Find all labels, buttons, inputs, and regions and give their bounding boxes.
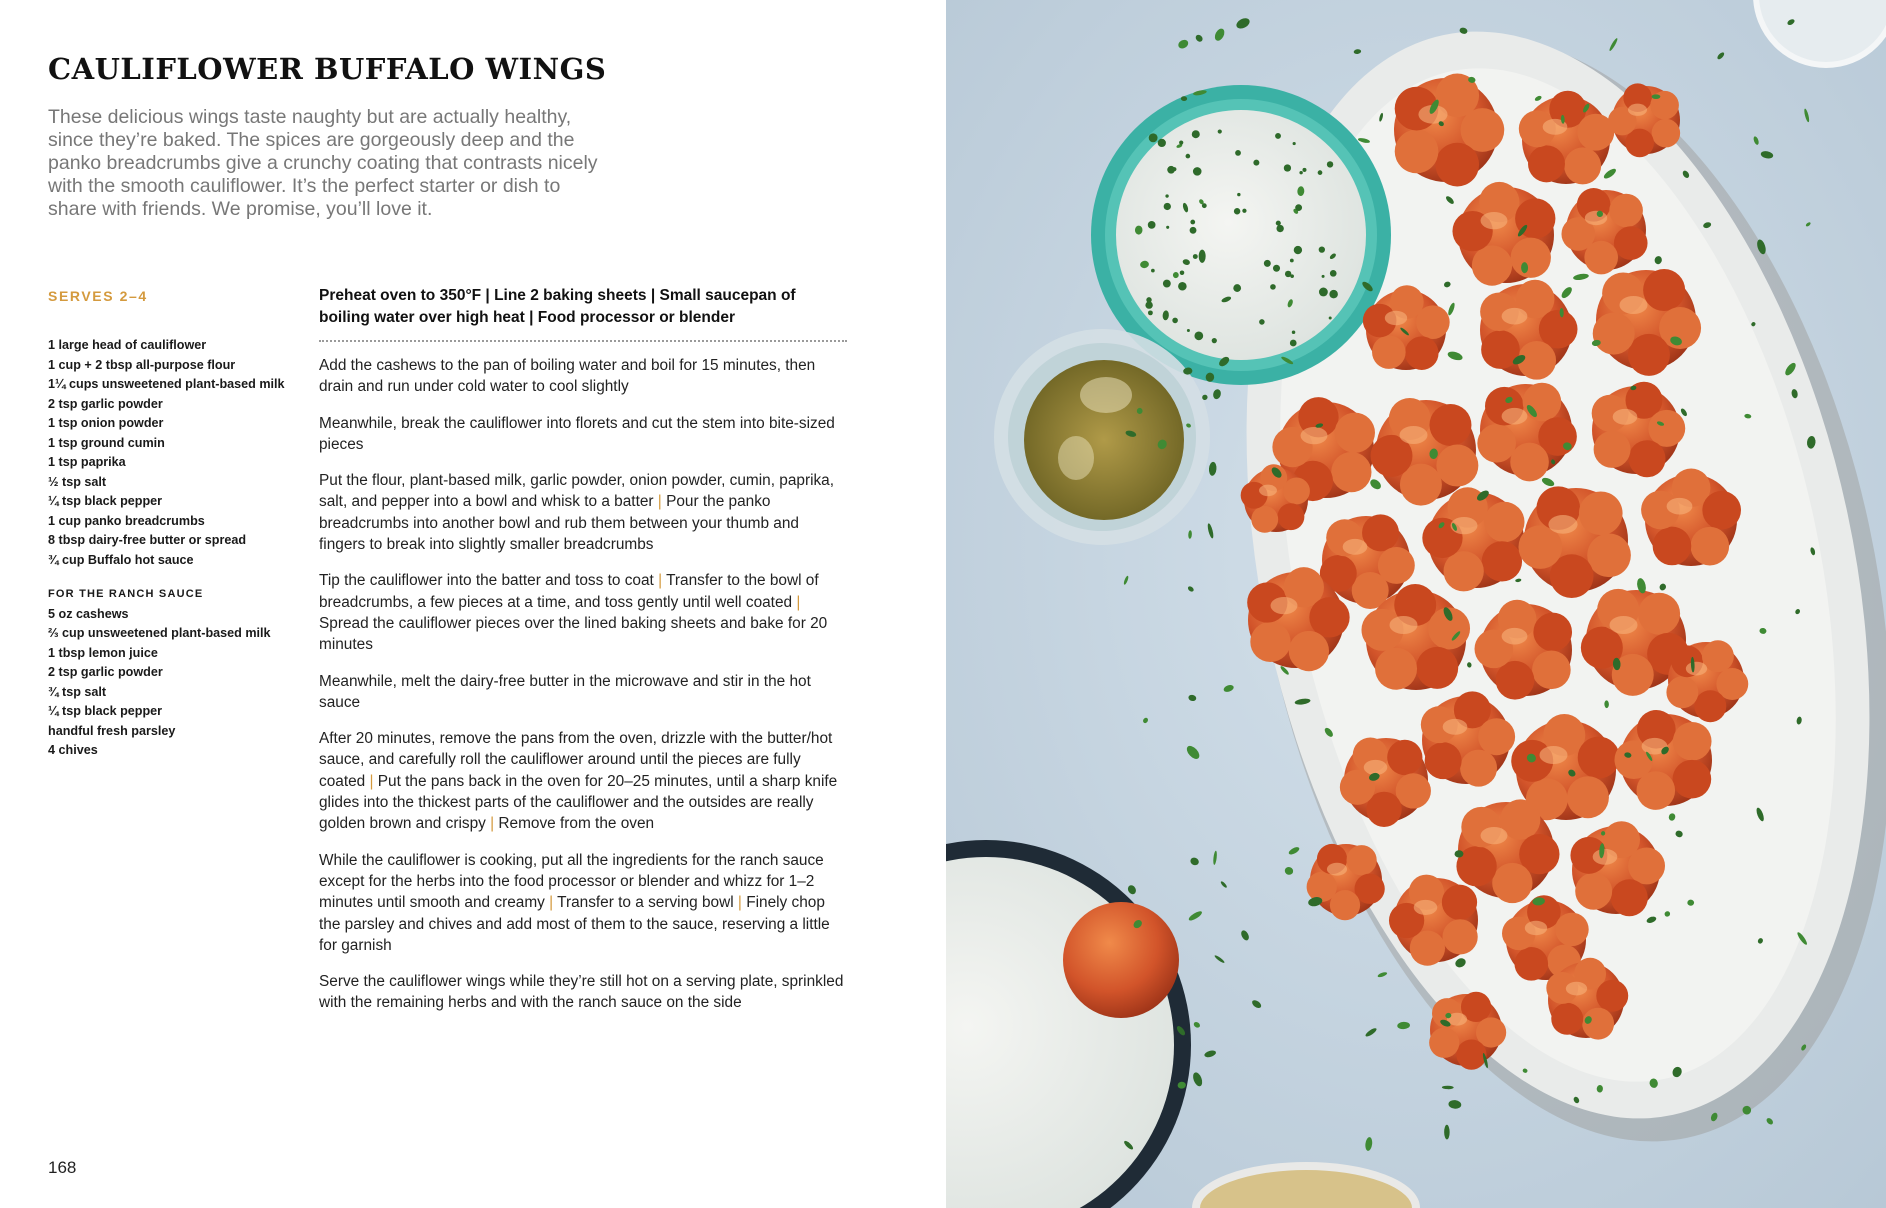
herb-fleck [1652,94,1661,99]
step-text: Meanwhile, melt the dairy-free butter in the microwave and stir in the hot sauce [319,672,811,711]
herb-fleck [1270,284,1276,290]
herb-fleck [1290,259,1294,263]
ranch-sauce-heading: FOR THE RANCH SAUCE [48,588,204,600]
ingredient-item: 1 tsp paprika [48,455,126,469]
ingredient-item: 1 tsp onion powder [48,416,164,430]
herb-fleck [1264,260,1271,267]
step-text: Put the pans back in the oven for 20–25 minutes, until a sharp knife glides into the thickest parts of the cauliflower and the outsides are really golden brown and crispy [319,772,838,833]
method-step [319,355,847,398]
ingredient-item: 1¼ cups unsweetened plant-based milk [48,377,285,391]
ingredient-item: ¼ tsp black pepper [48,494,163,508]
herb-fleck [1329,290,1337,298]
step-text: Pour the panko breadcrumbs into another bowl and rub them between your thumb and fingers to break into slightly smaller breadcrumbs [319,493,799,554]
herb-fleck [1193,167,1202,176]
herb-fleck [1178,282,1187,291]
ingredient-item: ¾ cup Buffalo hot sauce [48,552,194,567]
herb-fleck [1259,319,1265,325]
step-separator: | [365,772,378,790]
herb-fleck [1199,250,1206,263]
herb-fleck [1284,164,1291,171]
ingredient-item: 1 tsp ground cumin [48,435,165,450]
herb-fleck [1148,310,1153,315]
ingredient-item: ¾ tsp salt [48,684,107,699]
herb-fleck [1318,170,1323,175]
ingredient-item: 8 tbsp dairy-free butter or spread [48,533,247,547]
herb-fleck [1276,225,1283,232]
step-separator: | [653,572,667,590]
ingredient-list [48,336,308,761]
wing-piece [1063,902,1179,1018]
herb-fleck [1292,331,1296,335]
herb-fleck [1179,141,1183,145]
main-ingredients [48,336,308,570]
method-step [319,570,847,655]
step-text: Remove from the oven [498,815,655,833]
herb-fleck [1187,329,1190,332]
method-steps [319,355,847,1014]
method-step [319,470,847,555]
herb-fleck [1166,226,1169,229]
ingredient-item: 1 cup + 2 tbsp all-purpose flour [48,357,236,372]
recipe-title: CAULIFLOWER BUFFALO WINGS [48,52,607,86]
ingredient-item: 2 tsp garlic powder [48,396,163,411]
step-text: Put the flour, plant-based milk, garlic powder, onion powder, cumin, paprika, salt, and pepper into a bowl and whisk to a batter [319,472,835,511]
herb-fleck [1148,221,1156,229]
ranch-sauce-top [1116,110,1366,360]
herb-fleck [1202,203,1207,208]
herb-fleck [1151,269,1155,273]
herb-fleck [1290,274,1294,278]
herb-fleck [1172,167,1176,171]
step-text: Transfer to the bowl of breadcrumbs, a few pieces at a time, and toss gently until well coated [319,572,819,611]
method-step [319,728,847,834]
herb-fleck [1164,203,1171,210]
method-step [319,671,847,714]
herb-fleck [1299,171,1302,174]
herb-fleck [1327,161,1333,167]
herb-fleck [1235,150,1241,156]
herb-fleck [1149,133,1158,142]
herb-fleck [1234,208,1240,214]
ingredient-item: 1 tbsp lemon juice [48,645,158,660]
step-text: Add the cashews to the pan of boiling water and boil for 15 minutes, then drain and run under cold water to cool slightly [319,357,816,396]
method-column [319,285,847,1029]
herb-fleck [1212,338,1217,343]
herb-fleck [1163,280,1171,288]
ingredient-item: 4 chives [48,743,98,757]
ingredient-item: ⅔ cup unsweetened plant-based milk [48,626,271,640]
ingredient-item: 1 cup panko breadcrumbs [48,513,205,528]
method-step [319,413,847,456]
herb-fleck [1329,317,1332,320]
herb-fleck [1322,275,1325,278]
herb-fleck [1319,246,1325,252]
herb-fleck [1194,331,1203,340]
herb-fleck [1190,227,1197,234]
step-separator: | [485,815,499,833]
step-separator: | [544,894,558,912]
herb-fleck [1253,160,1259,166]
herb-fleck [1190,220,1195,225]
step-text: After 20 minutes, remove the pans from the oven, drizzle with the butter/hot sauce, and carefully roll the cauliflower around until the pieces are fully coated [319,730,833,790]
herb-fleck [1172,318,1178,324]
step-text: Serve the cauliflower wings while they’re still hot on a serving plate, sprinkled with the remaining herbs and with the ranch sauce on the side [319,973,844,1012]
ingredient-item: 1 large head of cauliflower [48,338,207,352]
herb-fleck [1273,265,1280,272]
herb-fleck [1165,194,1168,197]
herb-fleck [1293,142,1296,145]
step-separator: | [792,593,801,611]
herb-fleck [1218,130,1222,134]
step-text: Finely chop the parsley and chives and add most of them to the sauce, reserving a little for garnish [319,894,830,954]
equipment-notes: Preheat oven to 350°F | Line 2 baking sheets | Small saucepan of boiling water over high heat | Food processor or blender [319,285,847,342]
step-text: Spread the cauliflower pieces over the lined baking sheets and bake for 20 minutes [319,614,828,654]
herb-fleck [1233,284,1241,292]
herb-fleck [1180,270,1185,275]
herb-fleck [1302,168,1306,172]
ranch-ingredients [48,605,308,761]
step-separator: | [653,493,667,511]
herb-fleck [1158,139,1166,147]
recipe-intro: These delicious wings taste naughty but are actually healthy, since they’re baked. The spices are gorgeously deep and the panko breadcrumbs give a crunchy coating that contrasts nicely with the smooth cauliflower. It’s the perfect starter or dish to share with friends. We promise, you’ll love it. [48,106,598,220]
serves-label: SERVES 2–4 [48,288,148,304]
herb-fleck [1237,193,1240,196]
cauliflower-wings-image [946,0,1886,1208]
ingredient-item: handful fresh parsley [48,723,176,738]
ingredient-item: 5 oz cashews [48,606,129,621]
herb-fleck [1242,209,1246,213]
herb-fleck [1186,154,1191,159]
herb-fleck [1275,133,1281,139]
herb-fleck [1192,130,1200,138]
step-text: Meanwhile, break the cauliflower into florets and cut the stem into bite-sized pieces [319,414,835,453]
method-step [319,850,847,956]
ingredient-item: ¼ tsp black pepper [48,704,163,718]
step-text: Transfer to a serving bowl [557,894,734,912]
ingredient-item: 2 tsp garlic powder [48,665,163,679]
herb-fleck [1290,340,1297,347]
food-photo [946,0,1886,1208]
step-text: While the cauliflower is cooking, put all the ingredients for the ranch sauce except for the herbs into the food processor or blender and whizz for 1–2 minutes until smooth and creamy [319,851,824,912]
herb-fleck [1294,246,1302,254]
herb-fleck [1295,204,1302,211]
herb-fleck [1330,270,1337,277]
step-separator: | [733,894,747,912]
herb-fleck [1145,301,1152,308]
herb-fleck [1319,288,1328,297]
herb-fleck [1193,254,1198,259]
page-number: 168 [48,1158,77,1177]
herb-fleck [1276,221,1281,226]
step-text: Tip the cauliflower into the batter and toss to coat [319,572,654,590]
ingredient-item: ½ tsp salt [48,474,107,489]
method-step [319,971,847,1014]
